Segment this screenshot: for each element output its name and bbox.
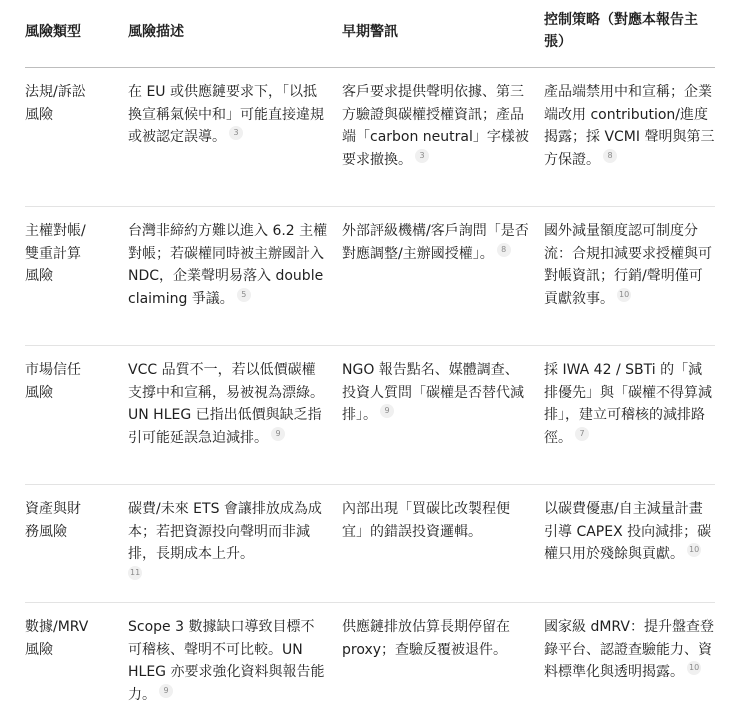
early-warning: 供應鏈排放估算長期停留在 proxy；查驗反覆被退件。 (342, 619, 510, 658)
header-type: 風險類型 (25, 24, 81, 40)
header-strategy: 控制策略（對應本報告主張） (544, 12, 698, 50)
citation-badge[interactable]: 9 (159, 684, 173, 698)
table-row (25, 346, 715, 485)
risk-description: 碳費/未來 ETS 會讓排放成為成本；若把資源投向聲明而非減排，長期成本上升。 11 (128, 485, 342, 602)
early-warning: 外部評級機構/客戶詢問「是否對應調整/主辦國授權」。 8 (342, 223, 529, 262)
control-strategy: 產品端禁用中和宣稱；企業端改用 contribution/進度揭露；採 VCMI 聲明與第三方保證。 8 (544, 84, 715, 168)
table-row (25, 485, 715, 603)
early-warning: 內部出現「買碳比改製程便宜」的錯誤投資邏輯。 (342, 501, 510, 540)
risk-type: 法規/訴訟 風險 (25, 84, 86, 123)
control-strategy: 以碳費優惠/自主減量計畫引導 CAPEX 投向減排；碳權只用於殘餘與貢獻。 10 (544, 501, 712, 562)
citation-badge[interactable]: 3 (229, 126, 243, 140)
header-description: 風險描述 (128, 24, 184, 40)
risk-type: 主權對帳/ 雙重計算 風險 (25, 223, 86, 284)
citation-badge[interactable]: 5 (237, 288, 251, 302)
early-warning: NGO 報告點名、媒體調查、投資人質問「碳權是否替代減排」。 9 (342, 362, 524, 423)
table-row (25, 603, 715, 719)
citation-badge[interactable]: 9 (271, 427, 285, 441)
table-row (25, 207, 715, 346)
risk-type: 數據/MRV 風險 (25, 619, 89, 658)
risk-description: 台灣非締約方難以進入 6.2 主權對帳；若碳權同時被主辦國計入 NDC，企業聲明易落入 double claiming 爭議。 5 (128, 223, 328, 307)
citation-badge[interactable]: 8 (603, 149, 617, 163)
citation-badge[interactable]: 8 (497, 243, 511, 257)
header-warning: 早期警訊 (342, 24, 398, 40)
table-row (25, 68, 715, 207)
citation-badge[interactable]: 9 (380, 404, 394, 418)
risk-description: Scope 3 數據缺口導致目標不可稽核、聲明不可比較。UN HLEG 亦要求強化資料與報告能力。 9 (128, 619, 325, 703)
risk-description: 在 EU 或供應鏈要求下，「以抵換宣稱氣候中和」可能直接違規或被認定誤導。 3 (128, 84, 324, 145)
citation-badge[interactable]: 7 (575, 427, 589, 441)
citation-badge[interactable]: 10 (617, 288, 631, 302)
risk-description: VCC 品質不一，若以低價碳權支撐中和宣稱，易被視為漂綠。UN HLEG 已指出低價與缺乏指引可能延誤急迫減排。 9 (128, 362, 324, 446)
early-warning: 客戶要求提供聲明依據、第三方驗證與碳權授權資訊；產品端「carbon neutral」字樣被要求撤換。 3 (342, 84, 529, 168)
control-strategy: 國家級 dMRV：提升盤查登錄平台、認證查驗能力、資料標準化與透明揭露。 10 (544, 619, 714, 680)
table-header-row (25, 0, 715, 68)
citation-badge[interactable]: 10 (687, 661, 701, 675)
risk-type: 資產與財 務風險 (25, 501, 81, 540)
control-strategy: 採 IWA 42 / SBTi 的「減排優先」與「碳權不得算減排」，建立可稽核的減排路徑。 7 (544, 362, 712, 446)
risk-table (25, 0, 715, 719)
citation-badge[interactable]: 10 (687, 543, 701, 557)
control-strategy: 國外減量額度認可制度分流：合規扣減要求授權與可對帳資訊；行銷/聲明僅可貢獻敘事。 10 (544, 223, 712, 307)
risk-type: 市場信任 風險 (25, 362, 81, 401)
citation-badge[interactable]: 3 (415, 149, 429, 163)
citation-badge[interactable]: 11 (128, 566, 142, 580)
